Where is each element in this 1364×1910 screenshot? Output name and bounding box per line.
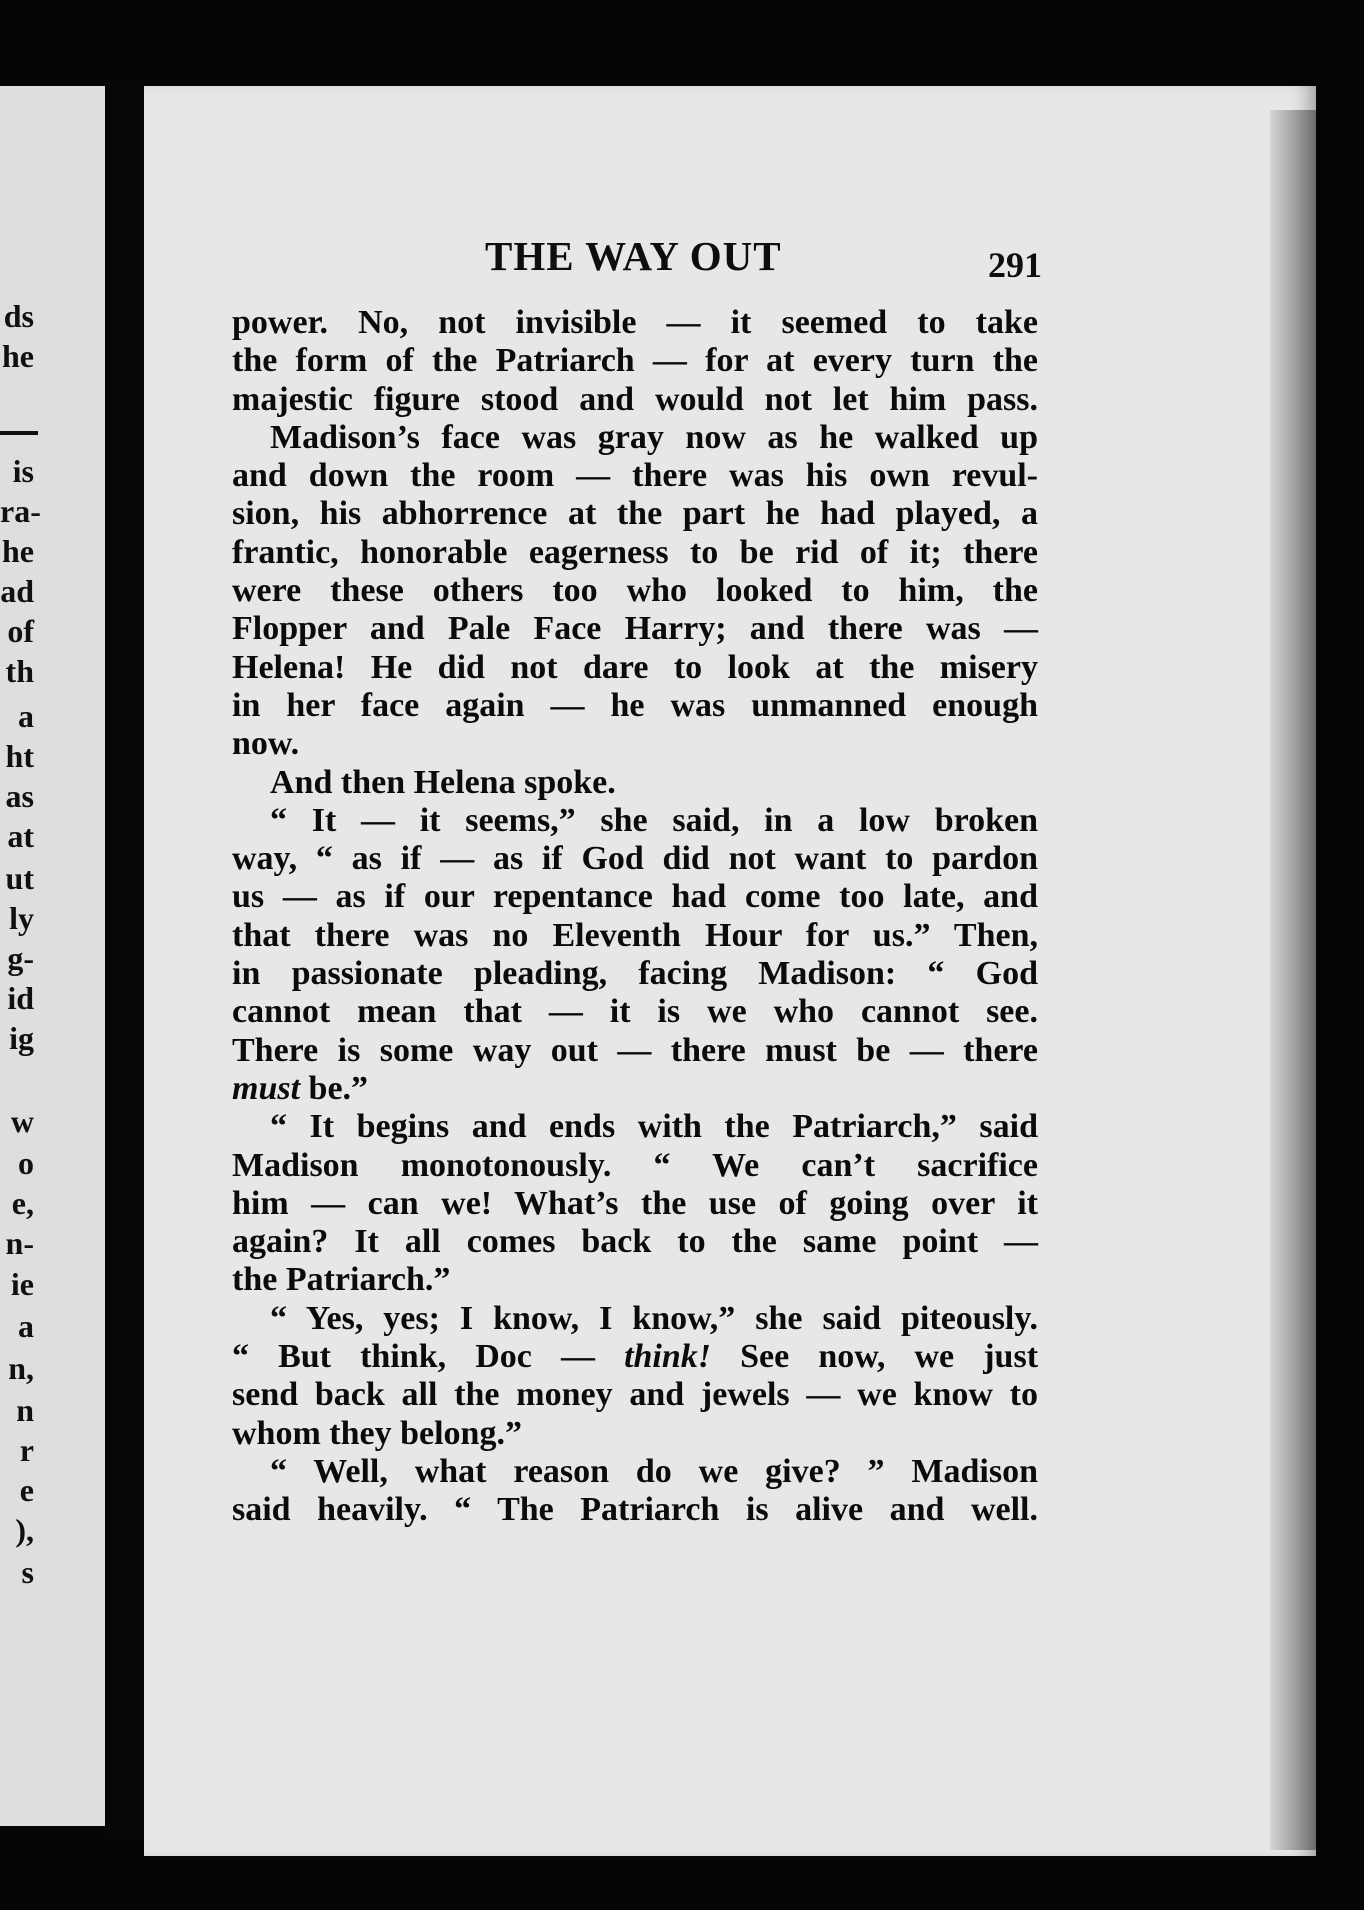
- text-line: Flopper and Pale Face Harry; and there was —: [232, 610, 1038, 648]
- left-page-fragment: as: [5, 778, 34, 814]
- left-page-fragment: a: [18, 698, 34, 734]
- text-line: in passionate pleading, facing Madison: “ God: [232, 955, 1038, 993]
- text-line: him — can we! What’s the use of going over it: [232, 1184, 1038, 1222]
- left-page-fragment: ra-: [0, 493, 41, 529]
- left-page-fragment: is: [12, 453, 34, 489]
- left-page-fragment: ds: [3, 298, 34, 334]
- left-page-fragment: n: [16, 1392, 34, 1428]
- left-page-fragment: ),: [15, 1512, 34, 1548]
- page-number: 291: [988, 245, 1042, 285]
- left-page-fragment: n-: [5, 1225, 34, 1261]
- text-line: And then Helena spoke.: [270, 763, 616, 801]
- text-line: were these others too who looked to him, the: [232, 572, 1038, 610]
- book-gutter: [105, 80, 147, 1840]
- text-fragment: See now, we just: [740, 1338, 1039, 1376]
- text-line: “ It — it seems,” she said, in a low broken: [270, 801, 1038, 839]
- left-page-fragment: w: [10, 1103, 34, 1139]
- text-fragment: be.”: [308, 1069, 369, 1107]
- text-line: There is some way out — there must be — there: [232, 1031, 1038, 1069]
- text-line: the Patriarch.”: [232, 1261, 451, 1299]
- left-page-fragment: ie: [10, 1266, 34, 1302]
- text-line: cannot mean that — it is we who cannot see.: [232, 993, 1038, 1031]
- left-page-fragment: he: [2, 338, 34, 374]
- text-line: sion, his abhorrence at the part he had played, a: [232, 495, 1038, 533]
- running-title: THE WAY OUT: [485, 233, 782, 279]
- text-line: that there was no Eleventh Hour for us.” Then,: [232, 916, 1038, 954]
- text-line: us — as if our repentance had come too late, and: [232, 878, 1038, 916]
- italic-word: think!: [624, 1338, 712, 1376]
- left-page-fragment: ig: [9, 1020, 34, 1056]
- body-text: [232, 304, 1038, 1530]
- text-line: “ Well, what reason do we give? ” Madison: [270, 1452, 1038, 1490]
- left-page-fragment: ht: [5, 738, 34, 774]
- left-page-fragment: th: [5, 653, 34, 689]
- text-line: Madison’s face was gray now as he walked up: [270, 418, 1038, 456]
- text-line: [232, 1338, 1038, 1376]
- text-line: “ Yes, yes; I know, I know,” she said piteously.: [270, 1299, 1038, 1337]
- text-line: said heavily. “ The Patriarch is alive and well.: [232, 1491, 1038, 1529]
- text-line: [232, 1070, 1038, 1108]
- text-line: the form of the Patriarch — for at every turn the: [232, 342, 1038, 380]
- text-line: way, “ as if — as if God did not want to pardon: [232, 840, 1038, 878]
- left-page-fragment: a: [18, 1308, 34, 1344]
- left-page-fragment: he: [2, 533, 34, 569]
- text-line: Madison monotonously. “ We can’t sacrifice: [232, 1146, 1038, 1184]
- left-page-fragment: e,: [11, 1185, 34, 1221]
- text-line: in her face again — he was unmanned enough: [232, 686, 1038, 724]
- italic-word: must: [232, 1069, 301, 1107]
- text-line: whom they belong.”: [232, 1414, 522, 1452]
- left-page-fragment: g-: [7, 940, 34, 976]
- left-page-fragment: ad: [0, 573, 34, 609]
- text-line: send back all the money and jewels — we know to: [232, 1376, 1038, 1414]
- left-page-fragment: o: [18, 1145, 34, 1181]
- text-line: now.: [232, 725, 300, 763]
- left-page-fragment: ly: [9, 900, 34, 936]
- left-page-fragment: id: [7, 980, 34, 1016]
- text-fragment: “ But think, Doc —: [232, 1338, 595, 1376]
- left-page-fragment: at: [7, 818, 34, 854]
- left-page-fragment: ut: [5, 860, 34, 896]
- left-page-fragment: of: [7, 613, 34, 649]
- left-page-fragment: s: [21, 1554, 34, 1590]
- left-page-fragment: n,: [8, 1350, 34, 1386]
- left-page-fragment: r: [19, 1432, 34, 1468]
- text-line: majestic figure stood and would not let him pass.: [232, 380, 1038, 418]
- text-line: frantic, honorable eagerness to be rid of it; there: [232, 533, 1038, 571]
- text-line: again? It all comes back to the same point —: [232, 1223, 1038, 1261]
- text-line: “ It begins and ends with the Patriarch,” said: [270, 1108, 1038, 1146]
- text-line: power. No, not invisible — it seemed to take: [232, 304, 1038, 341]
- left-page-fragment: e: [19, 1472, 34, 1508]
- left-page-rule: [0, 431, 38, 435]
- text-line: and down the room — there was his own revul-: [232, 457, 1038, 495]
- text-line: Helena! He did not dare to look at the misery: [232, 648, 1038, 686]
- page-edge-shadow: [1270, 110, 1316, 1850]
